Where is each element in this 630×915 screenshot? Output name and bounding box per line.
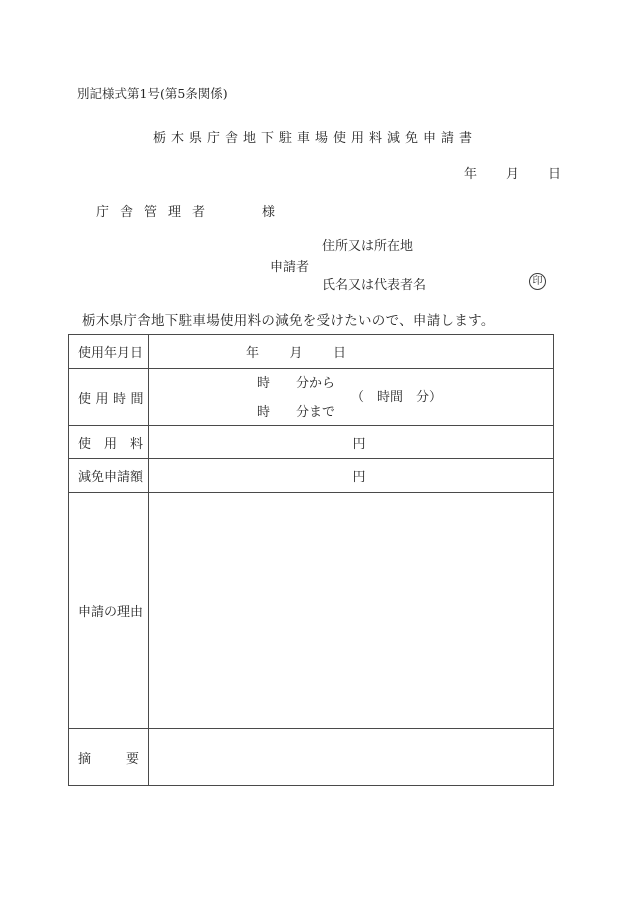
- row-usage-date: [69, 335, 554, 369]
- fee-value-cell: 円: [149, 426, 554, 459]
- recipient-honorific: 様: [262, 205, 276, 220]
- recipient-name: 庁舎管理者: [96, 205, 217, 220]
- date-year-label: 年: [464, 167, 478, 182]
- applicant-name-label: 氏名又は代表者名: [322, 278, 427, 293]
- remarks-value-cell: [149, 729, 554, 786]
- reason-value-cell: [149, 493, 554, 729]
- usage-date-value-cell: 年 月 日: [149, 335, 554, 369]
- seal-character: 印: [532, 275, 543, 287]
- date-line: [464, 163, 561, 182]
- row-reduction-amount: [69, 459, 554, 493]
- applicant-address-label: 住所又は所在地: [322, 239, 414, 254]
- usage-date-label-cell: 使用年月日: [69, 335, 149, 369]
- usage-time-from-text: 時 分から: [257, 376, 336, 391]
- application-table: [68, 334, 554, 786]
- row-usage-time: [69, 369, 554, 426]
- seal-mark: [529, 273, 546, 290]
- date-day-label: 日: [548, 167, 562, 182]
- row-remarks: [69, 729, 554, 786]
- reduction-amount-label-cell: 減免申請額: [69, 459, 149, 493]
- application-statement: 栃木県庁舎地下駐車場使用料の減免を受けたいので、申請します。: [82, 313, 495, 329]
- row-reason: [69, 493, 554, 729]
- usage-time-value-cell: [149, 369, 554, 426]
- usage-time-to-text: 時 分まで: [257, 405, 336, 420]
- reason-label-cell: 申請の理由: [69, 493, 149, 729]
- remarks-label-cell: 摘要: [69, 729, 149, 786]
- reduction-amount-value-cell: 円: [149, 459, 554, 493]
- form-number: 別記様式第1号(第5条関係): [77, 86, 228, 101]
- recipient-line: [96, 201, 275, 220]
- fee-label-cell: 使用料: [69, 426, 149, 459]
- usage-time-duration-text: （ 時間 分）: [351, 390, 443, 405]
- form-title: 栃木県庁舎地下駐車場使用料減免申請書: [152, 131, 477, 146]
- date-month-label: 月: [506, 167, 520, 182]
- applicant-label: 申請者: [270, 260, 310, 275]
- row-fee: [69, 426, 554, 459]
- usage-time-label-cell: 使用時間: [69, 369, 149, 426]
